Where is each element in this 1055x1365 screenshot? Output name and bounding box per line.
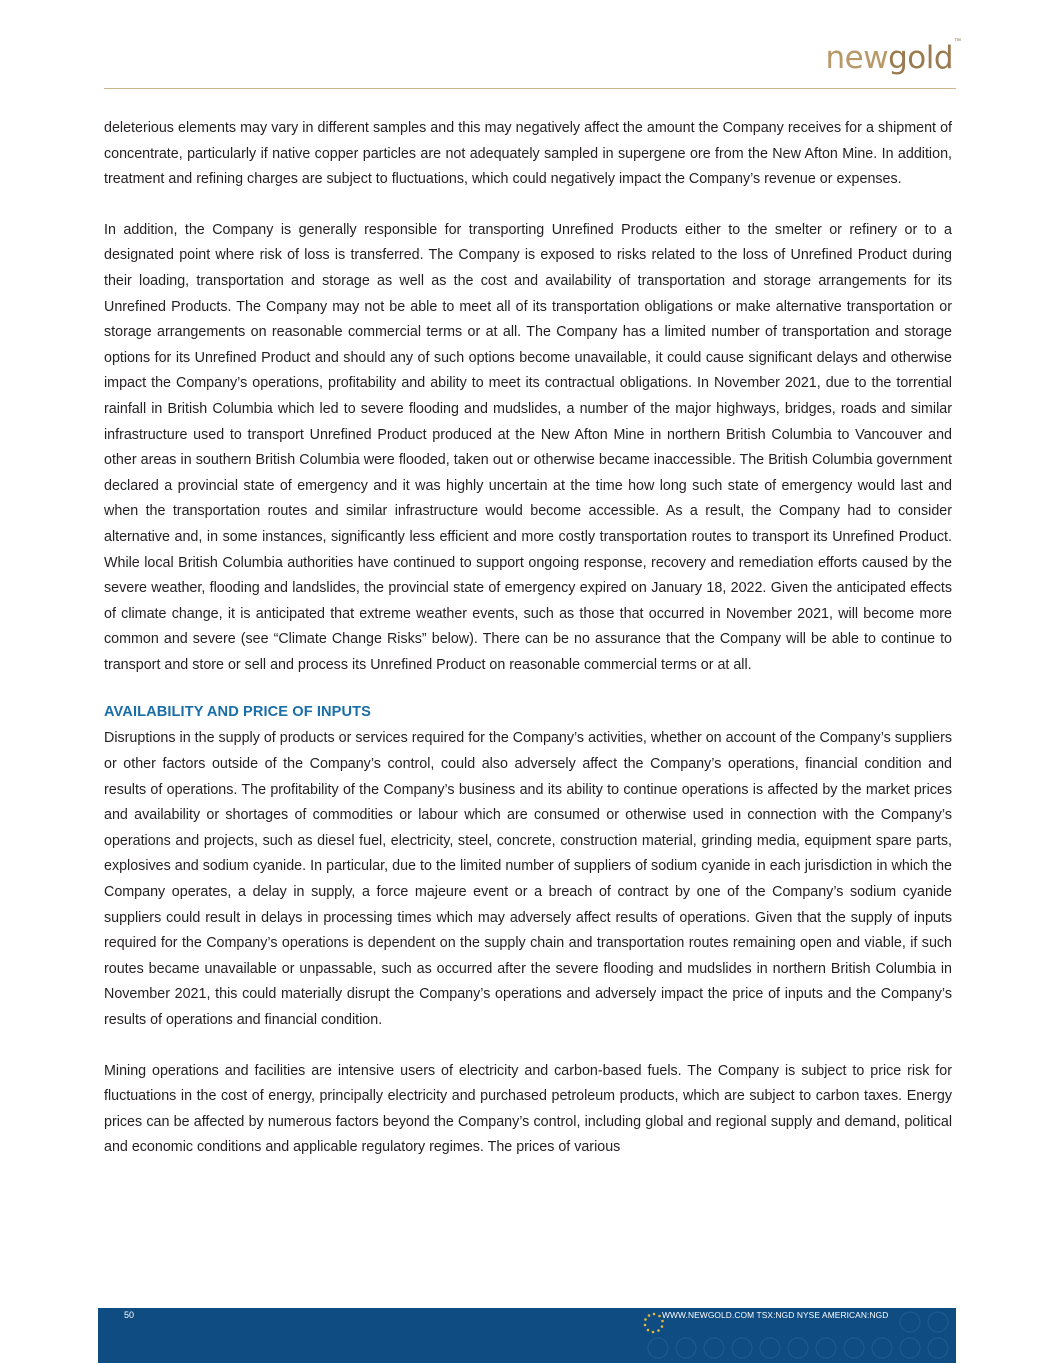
page-number: 50 xyxy=(124,1310,135,1320)
header-divider xyxy=(104,88,956,89)
page-body xyxy=(104,116,952,1161)
page-footer xyxy=(98,1308,956,1363)
paragraph-energy-prices: Mining operations and facilities are intensive users of electricity and carbon-based fuels. The Company is subject to price risk for fluctuations in the cost of energy, principally electricity and purchased petroleum products, which are subject to carbon taxes. Energy prices can be affected by numerous factors beyond the Company’s control, including global and regional supply and demand, political and economic conditions and applicable regulatory regimes. The prices of various xyxy=(104,1062,952,1156)
section-heading-inputs: AVAILABILITY AND PRICE OF INPUTS xyxy=(104,704,371,721)
paragraph-transportation-risk: In addition, the Company is generally responsible for transporting Unrefined Products either to the smelter or refinery or to a designated point where risk of loss is transferred. The Company is exposed to risks related to the loss of Unrefined Product during their loading, transportation and storage as well as the cost and availability of transportation and storage arrangements for its Unrefined Products. The Company may not be able to meet all of its transportation obligations or make alternative transportation or storage arrangements on reasonable commercial terms or at all. The Company has a limited number of transportation and storage options for its Unrefined Product and should any of such options become unavailable, it could cause significant delays and otherwise impact the Company’s operations, profitability and ability to meet its contractual obligations. In November 2021, due to the torrential rainfall in British Columbia which led to severe flooding and mudslides, a number of the major highways, bridges, roads and similar infrastructure used to transport Unrefined Product produced at the New Afton Mine in northern British Columbia to Vancouver and other areas in southern British Columbia were flooded, taken out or otherwise became inaccessible. The British Columbia government declared a provincial state of emergency and it was highly uncertain at the time how long such state of emergency would last and when the transportation routes and similar infrastructure would become accessible. As a result, the Company had to consider alternative and, in some instances, significantly less efficient and more costly transportation routes to transport its Unrefined Product. While local British Columbia authorities have continued to support ongoing response, recovery and remediation efforts caused by the severe weather, flooding and landslides, the provincial state of emergency expired on January 18, 2022. Given the anticipated effects of climate change, it is anticipated that extreme weather events, such as those that occurred in November 2021, will become more common and severe (see “Climate Change Risks” below). There can be no assurance that the Company will be able to continue to transport and store or sell and process its Unrefined Product on reasonable commercial terms or at all. xyxy=(104,221,952,673)
logo-trademark: ™ xyxy=(954,38,961,45)
paragraph-supply-disruptions: Disruptions in the supply of products or services required for the Company’s activities, whether on account of the Company’s suppliers or other factors outside of the Company’s control, could also adversely affect the Company’s operations, financial condition and results of operations. The profitability of the Company’s business and its ability to continue operations is affected by the market prices and availability or shortages of commodities or labour which are consumed or otherwise used in connection with the Company’s operations and projects, such as diesel fuel, electricity, steel, concrete, construction material, grinding media, equipment spare parts, explosives and sodium cyanide. In particular, due to the limited number of suppliers of sodium cyanide in each jurisdiction in which the Company operates, a delay in supply, a force majeure event or a breach of contract by one of the Company’s sodium cyanide suppliers could result in delays in processing times which may adversely affect results of operations. Given that the supply of inputs required for the Company’s operations is dependent on the supply chain and transportation routes remaining open and viable, if such routes became unavailable or unpassable, such as occurred after the severe flooding and mudslides in northern British Columbia in November 2021, this could materially disrupt the Company’s operations and adversely impact the price of inputs and the Company’s results of operations and financial condition. xyxy=(104,730,952,1028)
logo-word-gold: gold xyxy=(888,40,953,76)
logo-wordmark xyxy=(825,40,953,76)
newgold-logo xyxy=(825,34,961,74)
logo-word-new: new xyxy=(825,40,889,76)
paragraph-deleterious-elements: deleterious elements may vary in different samples and this may negatively affect the amount the Company receives for a shipment of concentrate, particularly if native copper particles are not adequately sampled in supergene ore from the New Afton Mine. In addition, treatment and refining charges are subject to fluctuations, which could negatively impact the Company’s revenue or expenses. xyxy=(104,120,952,188)
footer-website-tickers: WWW.NEWGOLD.COM TSX:NGD NYSE AMERICAN:NGD xyxy=(662,1310,889,1320)
